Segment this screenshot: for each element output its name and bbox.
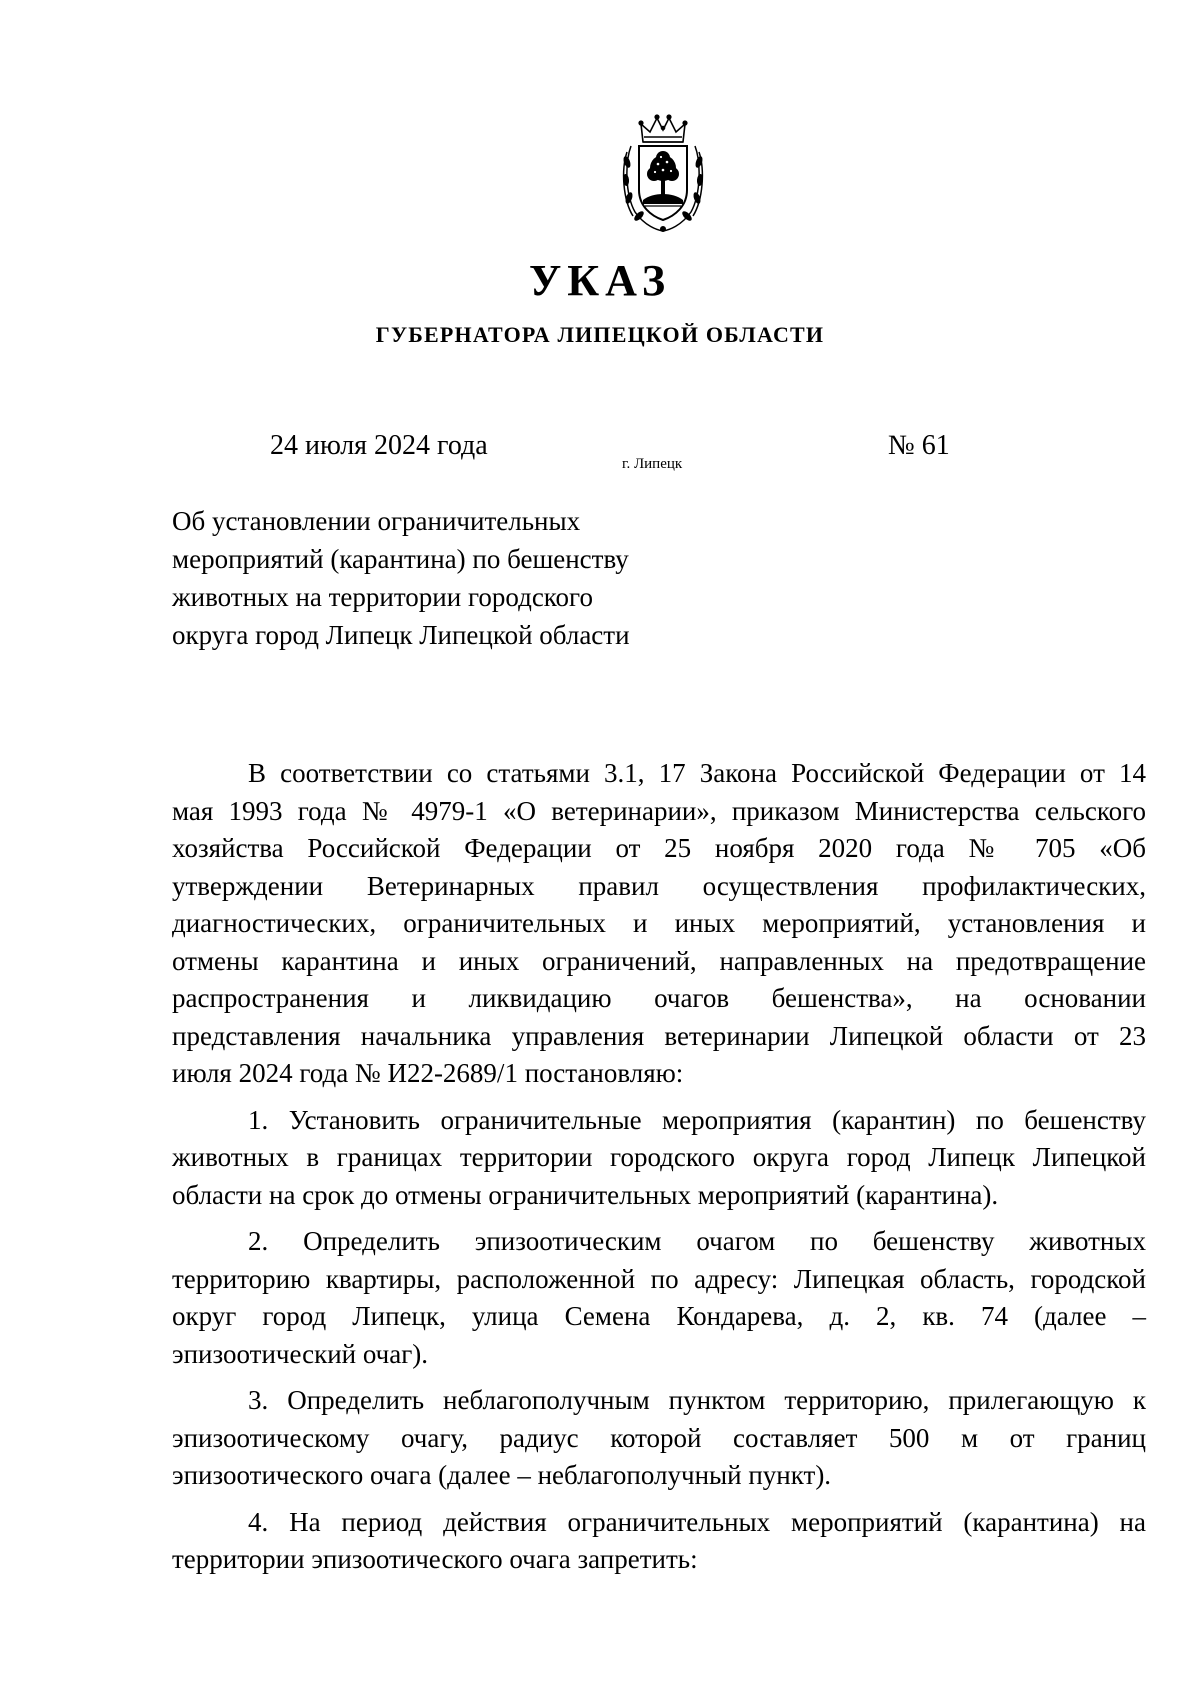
text-line: 4. На период действия ограничительных мероприятий (карантина) на [248, 1506, 1146, 1537]
text-line: территорию квартиры, расположенной по адресу: Липецкая область, городской [172, 1263, 1146, 1294]
document-title: УКАЗ [528, 256, 672, 305]
decree-item-1 [172, 1102, 1146, 1215]
document-number: № 61 [888, 430, 950, 461]
text-line: эпизоотического очага (далее – неблагополучный пункт). [172, 1460, 832, 1490]
heading-line: мероприятий (карантина) по бешенству [172, 544, 629, 574]
text-line: хозяйства Российской Федерации от 25 ноября 2020 года № 705 «Об [172, 833, 1146, 863]
heading-line: животных на территории городского [172, 582, 593, 612]
decree-item-2 [172, 1223, 1146, 1373]
text-line: утверждении Ветеринарных правил осуществления профилактических, [172, 870, 1146, 901]
text-line: эпизоотический очаг). [172, 1338, 429, 1369]
text-line: территории эпизоотического очага запретить: [172, 1544, 698, 1574]
text-line: диагностических, ограничительных и иных мероприятий, установления и [172, 908, 1146, 938]
decree-item-4 [172, 1504, 1146, 1579]
text-line: области на срок до отмены ограничительных мероприятий (карантина). [172, 1179, 999, 1210]
text-line: 3. Определить неблагополучным пунктом территорию, прилегающую к [248, 1385, 1146, 1415]
preamble-paragraph [172, 755, 1146, 1093]
text-line: представления начальника управления ветеринарии Липецкой области от 23 [172, 1020, 1146, 1051]
heading-line: Об установлении ограничительных [172, 506, 581, 536]
decree-item-3 [172, 1382, 1146, 1495]
heading-line: округа город Липецк Липецкой области [172, 620, 630, 650]
text-line: 2. Определить эпизоотическим очагом по бешенству животных [248, 1226, 1146, 1256]
text-line: В соответствии со статьями 3.1, 17 Закона Российской Федерации от 14 [248, 758, 1146, 788]
coat-of-arms-icon [617, 112, 709, 234]
document-date: 24 июля 2024 года [270, 430, 488, 461]
text-line: распространения и ликвидацию очагов бешенства», на основании [172, 983, 1146, 1013]
text-line: мая 1993 года № 4979-1 «О ветеринарии», приказом Министерства сельского [172, 795, 1146, 826]
document-city: г. Липецк [622, 456, 683, 472]
document-heading [172, 502, 692, 654]
text-line: эпизоотическому очагу, радиус которой составляет 500 м от границ [172, 1422, 1146, 1453]
document-issuer: ГУБЕРНАТОРА ЛИПЕЦКОЙ ОБЛАСТИ [375, 322, 825, 347]
text-line: округ город Липецк, улица Семена Кондарева, д. 2, кв. 74 (далее – [172, 1301, 1146, 1331]
text-line: отмены карантина и иных ограничений, направленных на предотвращение [172, 945, 1146, 976]
text-line: июля 2024 года № И22-2689/1 постановляю: [172, 1058, 684, 1088]
text-line: 1. Установить ограничительные мероприятия (карантин) по бешенству [248, 1104, 1146, 1135]
document-body [172, 755, 1146, 1579]
text-line: животных в границах территории городского округа город Липецк Липецкой [172, 1142, 1146, 1172]
